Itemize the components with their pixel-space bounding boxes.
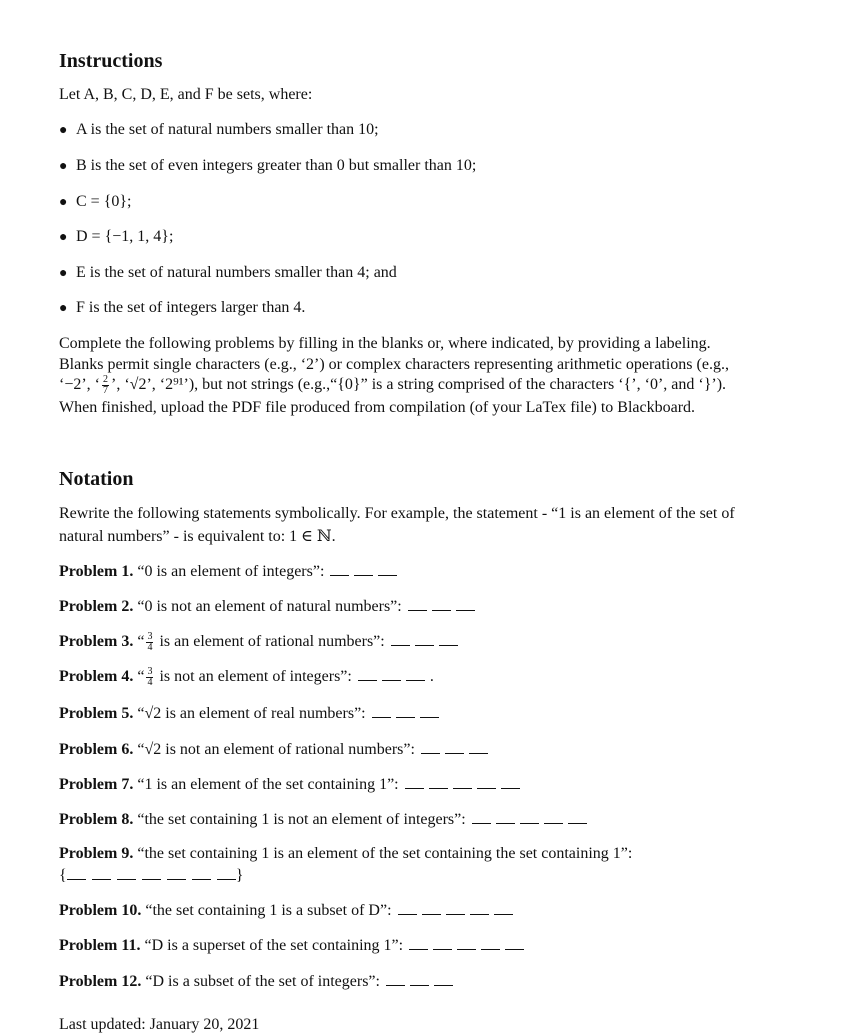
fraction: $\frac{3}{4}$ [147,666,153,688]
problem-statement: “ [137,633,145,651]
instructions-paragraph: Complete the following problems by filling in the blanks or, where indicated, by providing a labeling. [59,335,711,352]
answer-blank[interactable] [396,704,415,718]
problem-label: Problem 1. [59,563,134,580]
bullet-item: ● D = {−1, 1, 4}; [59,228,174,245]
bullet-item: ● E is the set of natural numbers smaller than 4; and [59,264,397,281]
notation-intro: natural numbers” - is equivalent to: 1 ∈ ℕ. [59,528,336,545]
problem-statement: is not an element of integers”: [155,668,352,686]
answer-blank[interactable] [92,866,111,880]
answer-blanks[interactable] [409,936,529,955]
answer-blank[interactable] [117,866,136,880]
problem-statement: “√2 is an element of real numbers”: [137,705,366,722]
answer-blank[interactable] [67,866,86,880]
answer-blank[interactable] [446,901,465,915]
answer-blank[interactable] [354,562,373,576]
answer-blank[interactable] [494,901,513,915]
bullet-dot-icon: ● [59,230,68,245]
answer-blank[interactable] [192,866,211,880]
bullet-dot-icon: ● [59,123,68,138]
answer-blank[interactable] [398,901,417,915]
problem-statement: “ [137,668,145,686]
answer-blank[interactable] [167,866,186,880]
fraction: $\frac{3}{4}$ [147,631,153,653]
answer-blank[interactable] [410,972,429,986]
bullet-dot-icon: ● [59,266,68,281]
problem-1 [59,562,402,581]
answer-blank[interactable] [501,775,520,789]
answer-blank[interactable] [505,936,524,950]
answer-blank[interactable] [481,936,500,950]
problem-6 [59,740,493,759]
answer-blank[interactable] [142,866,161,880]
answer-blanks[interactable] [67,866,236,885]
answer-blank[interactable] [432,597,451,611]
footer-updated: Last updated: January 20, 2021 [59,1016,260,1033]
problem-9 [59,845,632,863]
bullet-dot-icon: ● [59,301,68,316]
answer-blank[interactable] [470,901,489,915]
problem-statement: “the set containing 1 is an element of the set containing the set containing 1”: [137,845,633,862]
problem-label: Problem 8. [59,811,134,828]
answer-blank[interactable] [439,632,458,646]
answer-blank[interactable] [469,740,488,754]
answer-blank[interactable] [496,810,515,824]
answer-blank[interactable] [358,667,377,681]
answer-blanks[interactable] [330,562,402,581]
answer-blank[interactable] [433,936,452,950]
problem-label: Problem 5. [59,705,134,722]
problem-statement: “0 is not an element of natural numbers”: [137,598,402,615]
answer-blank[interactable] [456,597,475,611]
answer-blank[interactable] [445,740,464,754]
bullet-dot-icon: ● [59,159,68,174]
problem-8 [59,810,592,829]
answer-blanks[interactable] [372,704,444,723]
notation-heading: Notation [59,468,134,490]
answer-blank[interactable] [544,810,563,824]
answer-blank[interactable] [421,740,440,754]
bullet-item: ● C = {0}; [59,193,132,210]
answer-blanks[interactable] [391,632,463,651]
answer-blank[interactable] [330,562,349,576]
problem-label: Problem 9. [59,845,134,862]
answer-blanks[interactable] [405,775,525,794]
problem-label: Problem 10. [59,902,142,919]
problem-statement: is an element of rational numbers”: [155,633,385,651]
problem-statement: “the set containing 1 is a subset of D”: [145,902,392,919]
fraction: $\frac{2}{7}$ [103,374,109,396]
problem-label: Problem 6. [59,741,134,758]
answer-blank[interactable] [472,810,491,824]
problem-statement: “1 is an element of the set containing 1”: [137,776,399,793]
answer-blank[interactable] [434,972,453,986]
problem-label: Problem 3. [59,633,134,651]
answer-blank[interactable] [453,775,472,789]
problem-label: Problem 2. [59,598,134,615]
answer-blank[interactable] [477,775,496,789]
problem-10 [59,901,518,920]
instructions-paragraph: Blanks permit single characters (e.g., ‘2’) or complex characters representing arithmetic operations (e.g., [59,356,729,373]
answer-blank[interactable] [422,901,441,915]
answer-blank[interactable] [429,775,448,789]
problem-label: Problem 4. [59,668,134,686]
problem-statement: “D is a subset of the set of integers”: [145,973,380,990]
problem-11 [59,936,529,955]
answer-blank[interactable] [420,704,439,718]
problem-5 [59,704,444,723]
answer-blank[interactable] [382,667,401,681]
answer-blank[interactable] [386,972,405,986]
bullet-dot-icon: ● [59,195,68,210]
answer-blank[interactable] [391,632,410,646]
answer-blank[interactable] [372,704,391,718]
answer-blank[interactable] [217,866,236,880]
answer-blanks[interactable] [358,667,430,686]
answer-blank[interactable] [378,562,397,576]
answer-blank[interactable] [409,936,428,950]
answer-blank[interactable] [568,810,587,824]
problem-7 [59,775,525,794]
answer-blank[interactable] [415,632,434,646]
answer-blank[interactable] [406,667,425,681]
answer-blank[interactable] [408,597,427,611]
problem-statement: “the set containing 1 is not an element of integers”: [137,811,466,828]
answer-blank[interactable] [405,775,424,789]
problem-statement: “D is a superset of the set containing 1”: [144,937,404,954]
problem-label: Problem 11. [59,937,141,954]
answer-blanks[interactable] [421,740,493,759]
problem-label: Problem 12. [59,973,142,990]
answer-blanks[interactable] [472,810,592,829]
problem-4: Problem 4. “ $\frac{3}{4}$ is not an element of integers”: . [59,666,434,688]
bullet-item: ● B is the set of even integers greater than 0 but smaller than 10; [59,157,477,174]
problem-9-answer: { } [59,867,244,884]
notation-intro: Rewrite the following statements symbolically. For example, the statement - “1 is an element of the set of [59,505,735,522]
instructions-paragraph: When finished, upload the PDF file produced from compilation (of your LaTex file) to Blackboard. [59,399,696,416]
answer-blanks[interactable] [408,597,480,616]
answer-blanks[interactable] [398,901,518,920]
problem-statement: “√2 is not an element of rational numbers”: [137,741,415,758]
problem-label: Problem 7. [59,776,134,793]
instructions-paragraph: ‘−2’, ‘ $\frac{2}{7}$ ’, ‘√2’, ‘2⁹¹’), but not strings (e.g.,“{0}” is a string comprised of the characters ‘{’, ‘0’, and ‘}’). [59,374,727,396]
instructions-heading: Instructions [59,50,163,72]
problem-12 [59,972,458,991]
answer-blank[interactable] [520,810,539,824]
problem-3 [59,632,463,653]
problem-2 [59,597,480,616]
bullet-item: ● F is the set of integers larger than 4. [59,299,306,316]
instructions-intro: Let A, B, C, D, E, and F be sets, where: [59,86,313,103]
answer-blank[interactable] [457,936,476,950]
answer-blanks[interactable] [386,972,458,991]
bullet-item: ● A is the set of natural numbers smaller than 10; [59,121,379,138]
problem-statement: “0 is an element of integers”: [137,563,325,580]
